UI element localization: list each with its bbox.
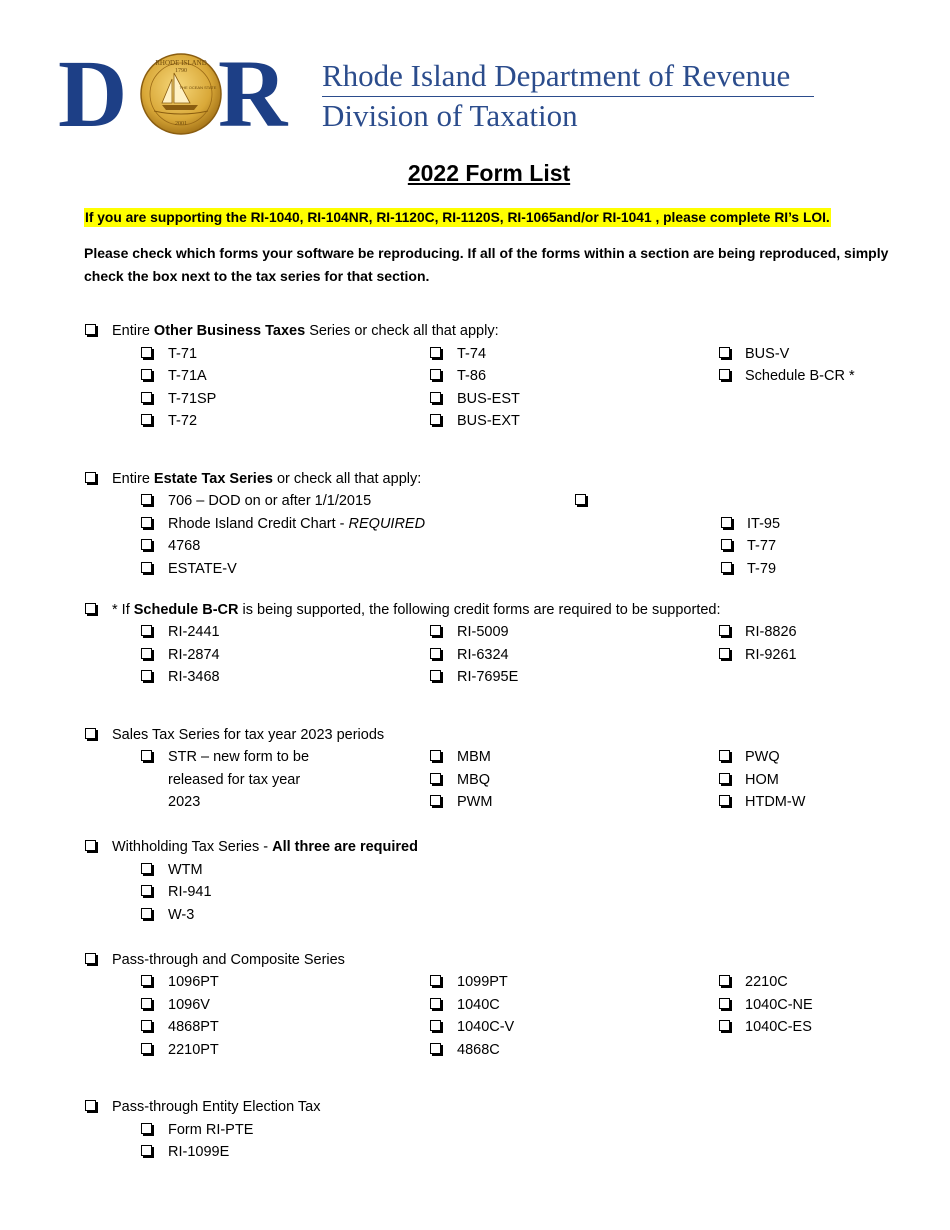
section-obt-header: Entire Other Business Taxes Series or check all that apply: bbox=[112, 323, 499, 339]
checkbox-unlabeled[interactable] bbox=[575, 494, 586, 505]
form-label: MBM bbox=[457, 749, 491, 765]
dor-logo bbox=[58, 40, 288, 147]
logo-letter-r: R bbox=[218, 40, 288, 147]
checkbox-ri-9261[interactable] bbox=[719, 648, 730, 659]
form-label: 2023 bbox=[168, 794, 201, 810]
checkbox-1040c[interactable] bbox=[430, 998, 441, 1009]
form-label: T-72 bbox=[168, 413, 198, 429]
instructions: Please check which forms your software be reproducing. If all of the forms within a section are being reproduced, simply check the box next to the tax series for that section. bbox=[84, 245, 889, 284]
checkbox-4768[interactable] bbox=[141, 539, 152, 550]
form-label: RI-9261 bbox=[745, 647, 797, 663]
checkbox-it-95[interactable] bbox=[721, 517, 732, 528]
section-withholding-header: Withholding Tax Series - All three are required bbox=[112, 839, 418, 855]
form-label: 4868PT bbox=[168, 1019, 219, 1035]
svg-text:2001: 2001 bbox=[175, 121, 187, 127]
checkbox-t-71a[interactable] bbox=[141, 369, 152, 380]
checkbox-1096v[interactable] bbox=[141, 998, 152, 1009]
section-sales-header: Sales Tax Series for tax year 2023 periods bbox=[112, 727, 385, 743]
page-title: 2022 Form List bbox=[407, 160, 571, 186]
form-label: T-79 bbox=[747, 561, 777, 577]
checkbox-706[interactable] bbox=[141, 494, 152, 505]
form-label: 706 – DOD on or after 1/1/2015 bbox=[168, 493, 372, 509]
checkbox-4868c[interactable] bbox=[430, 1043, 441, 1054]
form-label: Rhode Island Credit Chart - REQUIRED bbox=[168, 516, 426, 532]
checkbox-2210c[interactable] bbox=[719, 975, 730, 986]
checkbox-t-79[interactable] bbox=[721, 562, 732, 573]
checkbox-pwm[interactable] bbox=[430, 795, 441, 806]
form-label: PWQ bbox=[745, 749, 780, 765]
department-name: Rhode Island Department of Revenue bbox=[322, 58, 791, 93]
form-label: RI-8826 bbox=[745, 624, 797, 640]
form-label: 1096V bbox=[168, 997, 210, 1013]
checkbox-mbq[interactable] bbox=[430, 773, 441, 784]
form-label: RI-6324 bbox=[457, 647, 509, 663]
form-label: RI-5009 bbox=[457, 624, 509, 640]
checkbox-w-3[interactable] bbox=[141, 908, 152, 919]
form-label: BUS-EST bbox=[457, 391, 520, 407]
checkbox-htdm-w[interactable] bbox=[719, 795, 730, 806]
checkbox-bus-est[interactable] bbox=[430, 392, 441, 403]
section-bcr-header: * If Schedule B-CR is being supported, the following credit forms are required to be supported: bbox=[112, 602, 721, 618]
form-label: RI-2874 bbox=[168, 647, 220, 663]
form-label: 2210C bbox=[745, 974, 788, 990]
form-label: T-71SP bbox=[168, 391, 217, 407]
form-label: 4868C bbox=[457, 1042, 500, 1058]
checkbox-bcr-series[interactable] bbox=[85, 603, 96, 614]
checkbox-ri-5009[interactable] bbox=[430, 625, 441, 636]
checkbox-1099pt[interactable] bbox=[430, 975, 441, 986]
form-label: 4768 bbox=[168, 538, 201, 554]
form-label: 1040C-NE bbox=[745, 997, 813, 1013]
checkbox-ri-8826[interactable] bbox=[719, 625, 730, 636]
checkbox-1040c-v[interactable] bbox=[430, 1020, 441, 1031]
form-label: IT-95 bbox=[747, 516, 781, 532]
form-label: HOM bbox=[745, 772, 779, 788]
checkbox-t-71sp[interactable] bbox=[141, 392, 152, 403]
division-name: Division of Taxation bbox=[322, 98, 578, 133]
form-label: RI-941 bbox=[168, 884, 212, 900]
form-label: 1040C-ES bbox=[745, 1019, 812, 1035]
form-label: W-3 bbox=[168, 907, 195, 923]
state-quarter-seal bbox=[140, 53, 222, 135]
checkbox-ri-1099e[interactable] bbox=[141, 1145, 152, 1156]
form-label: Schedule B-CR * bbox=[745, 368, 855, 384]
form-label: 1040C-V bbox=[457, 1019, 515, 1035]
checkbox-ri-7695e[interactable] bbox=[430, 670, 441, 681]
form-label: released for tax year bbox=[168, 772, 301, 788]
checkbox-t-71[interactable] bbox=[141, 347, 152, 358]
form-label: Form RI-PTE bbox=[168, 1122, 254, 1138]
checkbox-withholding-series[interactable] bbox=[85, 840, 96, 851]
section-passthrough-header: Pass-through and Composite Series bbox=[112, 952, 345, 968]
form-label: BUS-EXT bbox=[457, 413, 520, 429]
checkbox-mbm[interactable] bbox=[430, 750, 441, 761]
section-pte-header: Pass-through Entity Election Tax bbox=[112, 1099, 321, 1115]
form-label: RI-3468 bbox=[168, 669, 220, 685]
form-label: 2210PT bbox=[168, 1042, 219, 1058]
checkbox-pte-series[interactable] bbox=[85, 1100, 96, 1111]
form-label: RI-2441 bbox=[168, 624, 220, 640]
checkbox-1040c-ne[interactable] bbox=[719, 998, 730, 1009]
checkbox-form-ri-pte[interactable] bbox=[141, 1123, 152, 1134]
checkbox-4868pt[interactable] bbox=[141, 1020, 152, 1031]
checkbox-1096pt[interactable] bbox=[141, 975, 152, 986]
checkbox-ri-2441[interactable] bbox=[141, 625, 152, 636]
checkbox-passthrough-series[interactable] bbox=[85, 953, 96, 964]
form-label: T-71A bbox=[168, 368, 207, 384]
checkbox-estate-series[interactable] bbox=[85, 472, 96, 483]
checkbox-ri-2874[interactable] bbox=[141, 648, 152, 659]
checkbox-hom[interactable] bbox=[719, 773, 730, 784]
checkbox-1040c-es[interactable] bbox=[719, 1020, 730, 1031]
checkbox-pwq[interactable] bbox=[719, 750, 730, 761]
form-label: STR – new form to be bbox=[168, 749, 310, 765]
form-label: 1040C bbox=[457, 997, 500, 1013]
checkbox-t-72[interactable] bbox=[141, 414, 152, 425]
svg-text:RHODE ISLAND: RHODE ISLAND bbox=[155, 59, 207, 67]
form-label: 1096PT bbox=[168, 974, 219, 990]
form-label: T-77 bbox=[747, 538, 777, 554]
form-label: MBQ bbox=[457, 772, 491, 788]
checkbox-ri-6324[interactable] bbox=[430, 648, 441, 659]
checkbox-str[interactable] bbox=[141, 750, 152, 761]
form-label: BUS-V bbox=[745, 346, 790, 362]
checkbox-t-77[interactable] bbox=[721, 539, 732, 550]
form-label: ESTATE-V bbox=[168, 561, 237, 577]
form-label: PWM bbox=[457, 794, 493, 810]
checkbox-estate-v[interactable] bbox=[141, 562, 152, 573]
checkbox-obt-series[interactable] bbox=[85, 324, 96, 335]
checkbox-t-86[interactable] bbox=[430, 369, 441, 380]
section-estate-header: Entire Estate Tax Series or check all that apply: bbox=[112, 471, 422, 487]
checkbox-ri-941[interactable] bbox=[141, 885, 152, 896]
svg-text:1790: 1790 bbox=[175, 68, 187, 74]
checkbox-sales-series[interactable] bbox=[85, 728, 96, 739]
header-rule bbox=[322, 96, 814, 97]
form-label: T-71 bbox=[168, 346, 198, 362]
form-label: T-74 bbox=[457, 346, 487, 362]
checkbox-bus-ext[interactable] bbox=[430, 414, 441, 425]
form-label: RI-7695E bbox=[457, 669, 519, 685]
checkbox-schedule-b-cr[interactable] bbox=[719, 369, 730, 380]
checkbox-2210pt[interactable] bbox=[141, 1043, 152, 1054]
checkbox-ri-credit-chart[interactable] bbox=[141, 517, 152, 528]
checkbox-wtm[interactable] bbox=[141, 863, 152, 874]
logo-letter-d: D bbox=[58, 40, 128, 147]
form-label: 1099PT bbox=[457, 974, 508, 990]
checkbox-bus-v[interactable] bbox=[719, 347, 730, 358]
form-label: T-86 bbox=[457, 368, 487, 384]
form-label: WTM bbox=[168, 862, 203, 878]
form-label: HTDM-W bbox=[745, 794, 806, 810]
checkbox-ri-3468[interactable] bbox=[141, 670, 152, 681]
svg-text:THE OCEAN STATE: THE OCEAN STATE bbox=[179, 85, 217, 90]
loi-notice: If you are supporting the RI-1040, RI-104NR, RI-1120C, RI-1120S, RI-1065and/or RI-1041 , please complete RI’s LOI. bbox=[85, 210, 830, 225]
checkbox-t-74[interactable] bbox=[430, 347, 441, 358]
form-label: RI-1099E bbox=[168, 1144, 230, 1160]
